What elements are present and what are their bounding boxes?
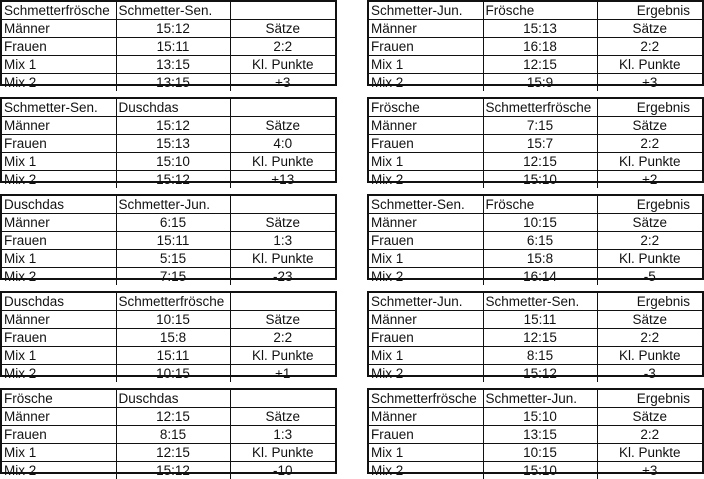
- category-row: [2, 250, 335, 268]
- category-label: Männer: [369, 408, 483, 426]
- category-label: Männer: [2, 408, 116, 426]
- category-label: Frauen: [2, 38, 116, 56]
- category-row: [2, 20, 335, 38]
- game-score: 15:10: [483, 462, 597, 479]
- match-table: [0, 291, 337, 377]
- category-label: Mix 2: [369, 74, 483, 92]
- category-label: Mix 1: [2, 444, 116, 462]
- category-row: [369, 347, 702, 365]
- category-row: [2, 408, 335, 426]
- category-label: Frauen: [2, 426, 116, 444]
- team2-name: Schmetterfrösche: [483, 99, 597, 117]
- game-score: 13:15: [116, 74, 230, 92]
- category-row: [2, 38, 335, 56]
- result-cell: Sätze: [230, 408, 335, 426]
- category-row: [2, 117, 335, 135]
- category-label: Mix 1: [369, 250, 483, 268]
- game-score: 10:15: [116, 311, 230, 329]
- game-score: 12:15: [483, 329, 597, 347]
- game-score: 15:7: [483, 135, 597, 153]
- category-label: Mix 2: [2, 462, 116, 479]
- result-cell: Sätze: [230, 214, 335, 232]
- category-row: [2, 171, 335, 189]
- result-cell: -23: [230, 268, 335, 286]
- match-grid: [369, 99, 702, 188]
- category-label: Männer: [369, 311, 483, 329]
- result-cell: Kl. Punkte: [230, 444, 335, 462]
- team1-name: Frösche: [369, 99, 483, 117]
- category-label: Männer: [2, 311, 116, 329]
- category-row: [2, 56, 335, 74]
- result-cell: +2: [597, 171, 702, 189]
- category-label: Mix 1: [2, 347, 116, 365]
- team1-name: Duschdas: [2, 196, 116, 214]
- match-grid: [369, 2, 702, 91]
- category-row: [369, 214, 702, 232]
- match-grid: [2, 196, 335, 285]
- result-cell: Kl. Punkte: [230, 250, 335, 268]
- team2-name: Schmetter-Sen.: [483, 293, 597, 311]
- game-score: 16:14: [483, 268, 597, 286]
- category-label: Männer: [369, 214, 483, 232]
- match-grid: [2, 293, 335, 382]
- result-header: [230, 390, 335, 408]
- result-header: Ergebnis: [597, 293, 702, 311]
- category-label: Mix 1: [369, 347, 483, 365]
- result-cell: 2:2: [597, 38, 702, 56]
- team2-name: Duschdas: [116, 390, 230, 408]
- category-row: [369, 20, 702, 38]
- game-score: 10:15: [116, 365, 230, 383]
- game-score: 15:12: [116, 462, 230, 479]
- game-score: 7:15: [483, 117, 597, 135]
- match-header-row: [369, 2, 702, 20]
- result-cell: 2:2: [230, 329, 335, 347]
- category-label: Männer: [369, 117, 483, 135]
- game-score: 15:10: [483, 408, 597, 426]
- result-cell: Kl. Punkte: [597, 347, 702, 365]
- game-score: 6:15: [116, 214, 230, 232]
- match-header-row: [369, 293, 702, 311]
- team2-name: Frösche: [483, 196, 597, 214]
- result-cell: 2:2: [597, 232, 702, 250]
- category-row: [2, 214, 335, 232]
- category-row: [369, 56, 702, 74]
- category-row: [369, 74, 702, 92]
- result-cell: +3: [230, 74, 335, 92]
- team1-name: Schmetterfrösche: [369, 390, 483, 408]
- result-header: Ergebnis: [597, 2, 702, 20]
- match-table: [367, 388, 704, 474]
- team2-name: Schmetter-Jun.: [116, 196, 230, 214]
- category-row: [2, 462, 335, 479]
- match-grid: [2, 2, 335, 91]
- category-row: [2, 426, 335, 444]
- result-header: Ergebnis: [597, 390, 702, 408]
- category-label: Frauen: [2, 329, 116, 347]
- game-score: 15:9: [483, 74, 597, 92]
- match-table: [367, 291, 704, 377]
- result-cell: Sätze: [597, 311, 702, 329]
- category-label: Mix 1: [369, 444, 483, 462]
- match-table: [0, 388, 337, 474]
- game-score: 15:10: [116, 153, 230, 171]
- match-header-row: [369, 196, 702, 214]
- result-header: [230, 99, 335, 117]
- team2-name: Duschdas: [116, 99, 230, 117]
- category-row: [369, 426, 702, 444]
- match-header-row: [2, 293, 335, 311]
- result-cell: 2:2: [230, 38, 335, 56]
- result-cell: 1:3: [230, 426, 335, 444]
- result-header: [230, 196, 335, 214]
- category-row: [369, 329, 702, 347]
- category-row: [2, 153, 335, 171]
- game-score: 12:15: [483, 56, 597, 74]
- category-row: [369, 311, 702, 329]
- result-cell: Sätze: [597, 117, 702, 135]
- game-score: 15:12: [116, 20, 230, 38]
- category-row: [2, 74, 335, 92]
- match-table: [0, 97, 337, 183]
- category-label: Männer: [369, 20, 483, 38]
- category-row: [369, 232, 702, 250]
- category-label: Mix 1: [2, 153, 116, 171]
- result-cell: +13: [230, 171, 335, 189]
- category-row: [2, 329, 335, 347]
- category-row: [369, 153, 702, 171]
- result-cell: Sätze: [597, 214, 702, 232]
- result-cell: Kl. Punkte: [597, 56, 702, 74]
- category-label: Mix 2: [369, 365, 483, 383]
- game-score: 6:15: [483, 232, 597, 250]
- result-cell: Kl. Punkte: [230, 153, 335, 171]
- game-score: 12:15: [116, 408, 230, 426]
- category-label: Frauen: [369, 232, 483, 250]
- category-row: [2, 365, 335, 383]
- match-header-row: [369, 99, 702, 117]
- result-cell: Kl. Punkte: [597, 444, 702, 462]
- category-label: Frauen: [369, 38, 483, 56]
- game-score: 15:11: [116, 232, 230, 250]
- game-score: 10:15: [483, 214, 597, 232]
- category-label: Mix 2: [369, 268, 483, 286]
- result-cell: -10: [230, 462, 335, 479]
- team1-name: Schmetter-Sen.: [369, 196, 483, 214]
- game-score: 8:15: [483, 347, 597, 365]
- game-score: 15:8: [116, 329, 230, 347]
- game-score: 15:10: [483, 171, 597, 189]
- match-table: [367, 194, 704, 280]
- category-row: [2, 268, 335, 286]
- game-score: 13:15: [116, 56, 230, 74]
- category-label: Mix 2: [2, 268, 116, 286]
- result-cell: Kl. Punkte: [597, 250, 702, 268]
- result-header: Ergebnis: [597, 99, 702, 117]
- result-header: [230, 2, 335, 20]
- game-score: 15:12: [116, 117, 230, 135]
- category-row: [2, 232, 335, 250]
- category-label: Mix 1: [2, 250, 116, 268]
- result-cell: Sätze: [597, 20, 702, 38]
- result-cell: Sätze: [230, 117, 335, 135]
- result-cell: -3: [597, 365, 702, 383]
- category-label: Mix 1: [369, 153, 483, 171]
- result-cell: 1:3: [230, 232, 335, 250]
- category-label: Mix 2: [2, 365, 116, 383]
- category-label: Frauen: [369, 329, 483, 347]
- category-row: [2, 444, 335, 462]
- category-row: [369, 250, 702, 268]
- match-header-row: [369, 390, 702, 408]
- category-row: [2, 135, 335, 153]
- category-row: [369, 117, 702, 135]
- category-row: [369, 462, 702, 479]
- category-label: Frauen: [2, 232, 116, 250]
- game-score: 13:15: [483, 426, 597, 444]
- match-table: [0, 0, 337, 86]
- team1-name: Schmetterfrösche: [2, 2, 116, 20]
- match-table: [367, 0, 704, 86]
- category-label: Mix 2: [369, 171, 483, 189]
- match-grid: [2, 99, 335, 188]
- category-row: [369, 408, 702, 426]
- match-grid: [369, 196, 702, 285]
- game-score: 15:12: [116, 171, 230, 189]
- game-score: 15:8: [483, 250, 597, 268]
- result-cell: 4:0: [230, 135, 335, 153]
- category-label: Männer: [2, 117, 116, 135]
- match-header-row: [2, 196, 335, 214]
- result-cell: -5: [597, 268, 702, 286]
- result-cell: 2:2: [597, 135, 702, 153]
- result-cell: Sätze: [597, 408, 702, 426]
- game-score: 15:13: [116, 135, 230, 153]
- category-row: [369, 135, 702, 153]
- category-label: Männer: [2, 214, 116, 232]
- team2-name: Schmetterfrösche: [116, 293, 230, 311]
- category-row: [2, 311, 335, 329]
- team2-name: Schmetter-Jun.: [483, 390, 597, 408]
- team1-name: Duschdas: [2, 293, 116, 311]
- match-header-row: [2, 2, 335, 20]
- match-grid: [369, 390, 702, 479]
- team1-name: Frösche: [2, 390, 116, 408]
- result-cell: Kl. Punkte: [230, 347, 335, 365]
- match-header-row: [2, 390, 335, 408]
- result-cell: +3: [597, 74, 702, 92]
- category-row: [369, 444, 702, 462]
- category-label: Männer: [2, 20, 116, 38]
- game-score: 15:11: [483, 311, 597, 329]
- category-row: [2, 347, 335, 365]
- team2-name: Frösche: [483, 2, 597, 20]
- category-label: Frauen: [369, 426, 483, 444]
- category-label: Frauen: [369, 135, 483, 153]
- category-row: [369, 171, 702, 189]
- game-score: 15:11: [116, 38, 230, 56]
- game-score: 12:15: [483, 153, 597, 171]
- game-score: 15:13: [483, 20, 597, 38]
- category-label: Mix 2: [2, 171, 116, 189]
- category-label: Mix 1: [2, 56, 116, 74]
- category-label: Frauen: [2, 135, 116, 153]
- result-cell: +1: [230, 365, 335, 383]
- match-grid: [2, 390, 335, 479]
- game-score: 12:15: [116, 444, 230, 462]
- match-grid: [369, 293, 702, 382]
- category-row: [369, 365, 702, 383]
- result-cell: 2:2: [597, 329, 702, 347]
- game-score: 16:18: [483, 38, 597, 56]
- category-label: Mix 1: [369, 56, 483, 74]
- team1-name: Schmetter-Jun.: [369, 293, 483, 311]
- result-cell: +3: [597, 462, 702, 479]
- game-score: 8:15: [116, 426, 230, 444]
- match-header-row: [2, 99, 335, 117]
- team1-name: Schmetter-Sen.: [2, 99, 116, 117]
- game-score: 7:15: [116, 268, 230, 286]
- match-table: [0, 194, 337, 280]
- game-score: 15:12: [483, 365, 597, 383]
- category-label: Mix 2: [2, 74, 116, 92]
- result-cell: Kl. Punkte: [230, 56, 335, 74]
- result-header: [230, 293, 335, 311]
- result-cell: 2:2: [597, 426, 702, 444]
- game-score: 10:15: [483, 444, 597, 462]
- result-cell: Sätze: [230, 20, 335, 38]
- category-label: Mix 2: [369, 462, 483, 479]
- team2-name: Schmetter-Sen.: [116, 2, 230, 20]
- game-score: 5:15: [116, 250, 230, 268]
- game-score: 15:11: [116, 347, 230, 365]
- result-cell: Sätze: [230, 311, 335, 329]
- result-cell: Kl. Punkte: [597, 153, 702, 171]
- match-table: [367, 97, 704, 183]
- category-row: [369, 38, 702, 56]
- result-header: Ergebnis: [597, 196, 702, 214]
- category-row: [369, 268, 702, 286]
- team1-name: Schmetter-Jun.: [369, 2, 483, 20]
